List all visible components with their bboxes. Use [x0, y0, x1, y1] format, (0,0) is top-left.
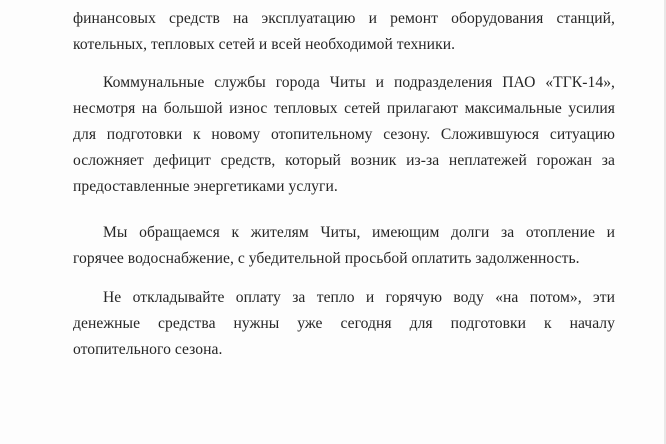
paragraph-2-line-4: осложняет дефицит средств, который возник из-за неплатежей горожан за: [73, 152, 615, 169]
paragraph-2-line-1: Коммунальные службы города Читы и подразделения ПАО «ТГК-14»,: [103, 74, 615, 91]
paragraph-2: [73, 70, 615, 200]
paragraph-2-line-3: для подготовки к новому отопительному сезону. Сложившуюся ситуацию: [73, 126, 615, 143]
paragraph-2-line-5: предоставленные энергетиками услуги.: [73, 178, 338, 195]
paragraph-4: [73, 285, 615, 363]
paragraph-3-line-2: горячее водоснабжение, с убедительной просьбой оплатить задолженность.: [73, 250, 580, 267]
paragraph-2-line-2: несмотря на большой износ тепловых сетей прилагают максимальные усилия: [73, 100, 615, 117]
paragraph-1-line-1: финансовых средств на эксплуатацию и ремонт оборудования станций,: [73, 10, 615, 27]
paragraph-1-line-2: котельных, тепловых сетей и всей необходимой техники.: [73, 36, 456, 53]
paragraph-3: [73, 220, 615, 272]
paragraph-1: [73, 6, 615, 58]
paragraph-3-line-1: Мы обращаемся к жителям Читы, имеющим долги за отопление и: [103, 224, 615, 241]
paragraph-4-line-3: отопительного сезона.: [73, 341, 223, 358]
paragraph-4-line-1: Не откладывайте оплату за тепло и горячую воду «на потом», эти: [103, 289, 615, 306]
paragraph-4-line-2: денежные средства нужны уже сегодня для подготовки к началу: [73, 315, 615, 332]
